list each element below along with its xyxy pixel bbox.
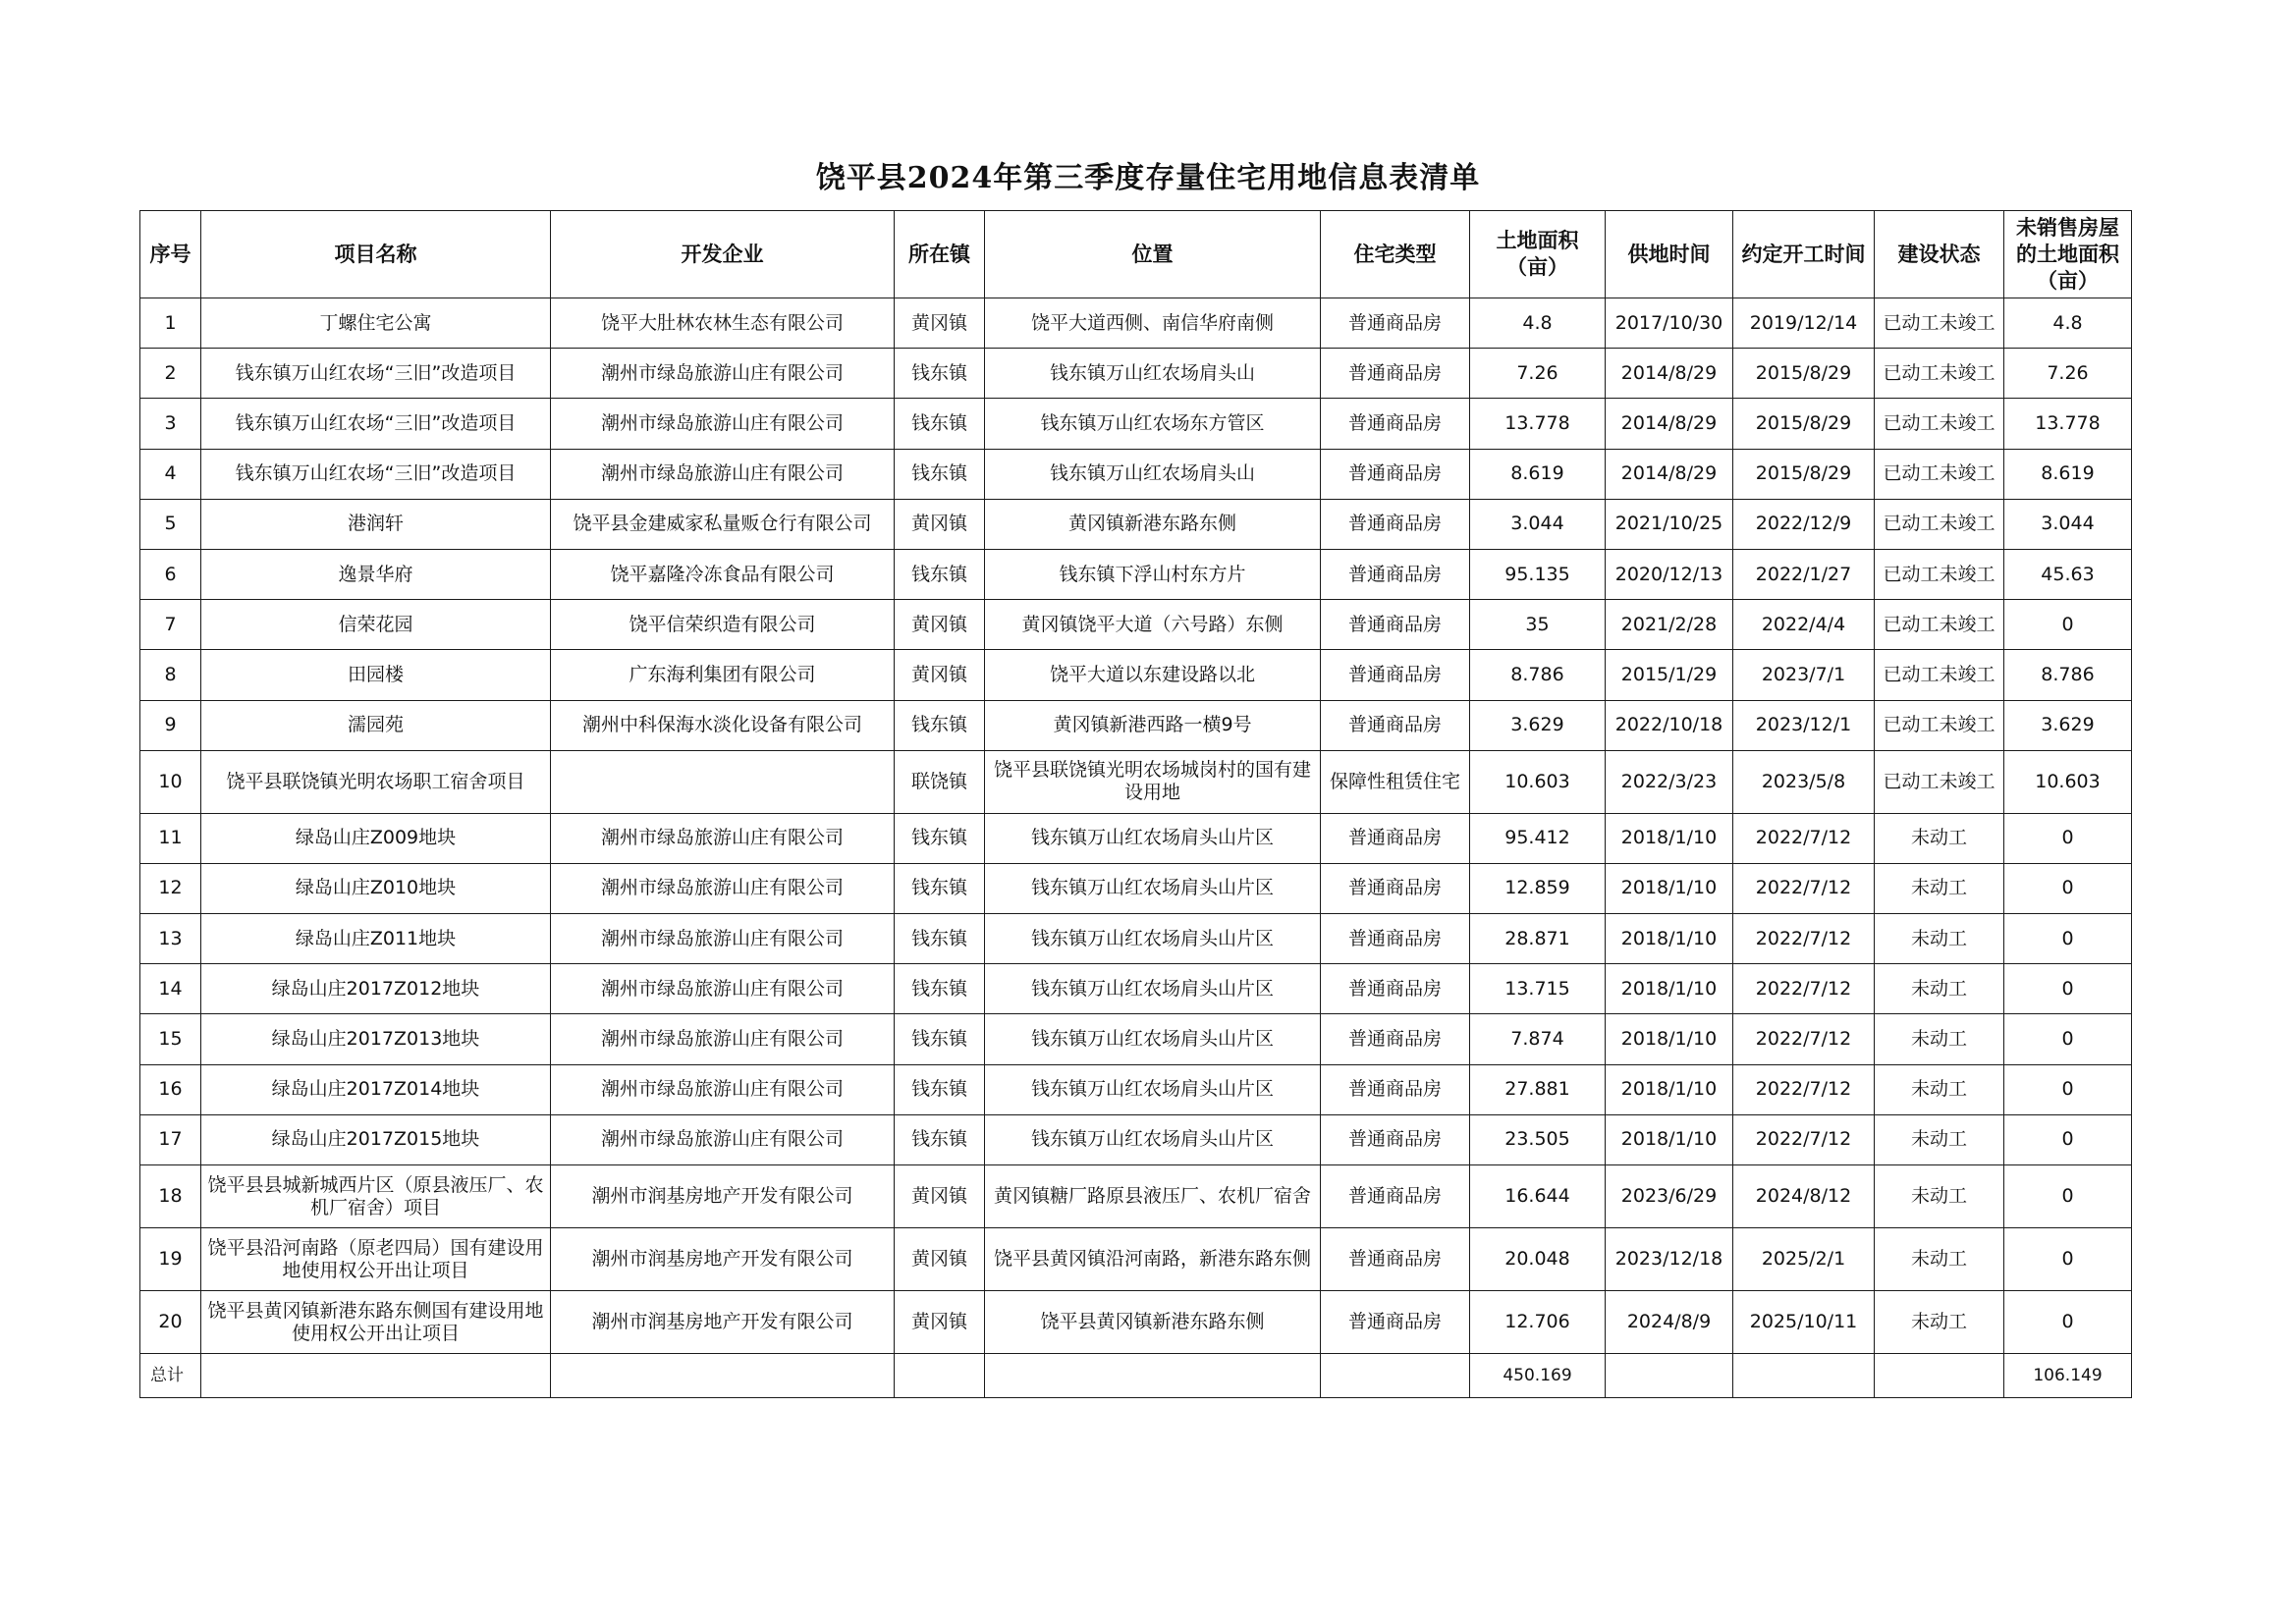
cell-developer: 潮州市润基房地产开发有限公司 [551,1291,895,1354]
cell-town: 钱东镇 [895,349,985,399]
cell-project: 逸景华府 [201,549,551,599]
cell-status: 未动工 [1875,813,2004,863]
cell-unsold-area: 3.629 [2004,700,2132,750]
cell-supply-date: 2014/8/29 [1606,349,1733,399]
cell-supply-date: 2018/1/10 [1606,914,1733,964]
cell-supply-date: 2020/12/13 [1606,549,1733,599]
cell-type: 普通商品房 [1321,700,1470,750]
cell-seq: 14 [140,964,201,1014]
cell-supply-date: 2014/8/29 [1606,449,1733,499]
cell-area: 8.619 [1470,449,1606,499]
total-empty-cell [201,1354,551,1398]
cell-location: 黄冈镇饶平大道（六号路）东侧 [985,600,1321,650]
table-row [140,399,2132,449]
table-row [140,1014,2132,1064]
cell-project: 钱东镇万山红农场“三旧”改造项目 [201,349,551,399]
cell-start-date: 2022/12/9 [1733,499,1875,549]
cell-start-date: 2015/8/29 [1733,399,1875,449]
table-row [140,750,2132,813]
total-empty-cell [985,1354,1321,1398]
cell-location: 钱东镇万山红农场肩头山片区 [985,1064,1321,1114]
cell-area: 20.048 [1470,1228,1606,1291]
cell-location: 钱东镇万山红农场肩头山 [985,349,1321,399]
cell-project: 丁螺住宅公寓 [201,298,551,349]
table-body [140,298,2132,1354]
cell-type: 普通商品房 [1321,1064,1470,1114]
cell-location: 钱东镇万山红农场肩头山 [985,449,1321,499]
cell-start-date: 2022/1/27 [1733,549,1875,599]
cell-project: 钱东镇万山红农场“三旧”改造项目 [201,449,551,499]
cell-town: 钱东镇 [895,964,985,1014]
cell-type: 普通商品房 [1321,813,1470,863]
cell-unsold-area: 0 [2004,1114,2132,1164]
cell-supply-date: 2018/1/10 [1606,964,1733,1014]
cell-type: 普通商品房 [1321,1165,1470,1228]
cell-type: 普通商品房 [1321,1014,1470,1064]
total-unsold-area: 106.149 [2004,1354,2132,1398]
cell-unsold-area: 0 [2004,1064,2132,1114]
cell-location: 钱东镇下浮山村东方片 [985,549,1321,599]
cell-unsold-area: 7.26 [2004,349,2132,399]
cell-type: 普通商品房 [1321,349,1470,399]
total-area: 450.169 [1470,1354,1606,1398]
cell-area: 3.629 [1470,700,1606,750]
table-row [140,298,2132,349]
cell-status: 已动工未竣工 [1875,600,2004,650]
cell-type: 普通商品房 [1321,499,1470,549]
cell-seq: 4 [140,449,201,499]
cell-seq: 9 [140,700,201,750]
cell-type: 普通商品房 [1321,1228,1470,1291]
cell-seq: 1 [140,298,201,349]
total-empty-cell [1606,1354,1733,1398]
total-empty-cell [1875,1354,2004,1398]
header-project: 项目名称 [201,211,551,298]
cell-area: 95.412 [1470,813,1606,863]
cell-status: 未动工 [1875,863,2004,913]
cell-type: 普通商品房 [1321,600,1470,650]
cell-town: 黄冈镇 [895,1165,985,1228]
cell-start-date: 2022/7/12 [1733,1064,1875,1114]
cell-unsold-area: 0 [2004,1014,2132,1064]
cell-status: 未动工 [1875,914,2004,964]
cell-supply-date: 2021/2/28 [1606,600,1733,650]
cell-unsold-area: 0 [2004,914,2132,964]
cell-developer: 潮州市绿岛旅游山庄有限公司 [551,863,895,913]
cell-unsold-area: 8.786 [2004,650,2132,700]
cell-type: 普通商品房 [1321,964,1470,1014]
cell-project: 绿岛山庄Z009地块 [201,813,551,863]
table-row [140,1165,2132,1228]
cell-project: 绿岛山庄2017Z014地块 [201,1064,551,1114]
cell-unsold-area: 10.603 [2004,750,2132,813]
cell-developer: 潮州市绿岛旅游山庄有限公司 [551,449,895,499]
header-type: 住宅类型 [1321,211,1470,298]
cell-area: 7.26 [1470,349,1606,399]
cell-start-date: 2024/8/12 [1733,1165,1875,1228]
cell-location: 钱东镇万山红农场东方管区 [985,399,1321,449]
cell-unsold-area: 45.63 [2004,549,2132,599]
cell-status: 已动工未竣工 [1875,499,2004,549]
page-title: 饶平县2024年第三季度存量住宅用地信息表清单 [815,161,1481,195]
cell-project: 钱东镇万山红农场“三旧”改造项目 [201,399,551,449]
cell-town: 钱东镇 [895,1064,985,1114]
cell-unsold-area: 13.778 [2004,399,2132,449]
cell-seq: 6 [140,549,201,599]
cell-area: 7.874 [1470,1014,1606,1064]
cell-developer: 饶平大肚林农林生态有限公司 [551,298,895,349]
cell-supply-date: 2022/3/23 [1606,750,1733,813]
cell-start-date: 2022/7/12 [1733,813,1875,863]
cell-status: 已动工未竣工 [1875,298,2004,349]
cell-seq: 7 [140,600,201,650]
cell-seq: 10 [140,750,201,813]
header-row [140,211,2132,298]
cell-seq: 18 [140,1165,201,1228]
cell-town: 钱东镇 [895,813,985,863]
cell-project: 绿岛山庄Z010地块 [201,863,551,913]
header-seq: 序号 [140,211,201,298]
cell-type: 普通商品房 [1321,1114,1470,1164]
cell-area: 16.644 [1470,1165,1606,1228]
cell-location: 饶平县黄冈镇沿河南路，新港东路东侧 [985,1228,1321,1291]
total-empty-cell [551,1354,895,1398]
cell-area: 95.135 [1470,549,1606,599]
cell-developer: 广东海利集团有限公司 [551,650,895,700]
header-status: 建设状态 [1875,211,2004,298]
cell-area: 27.881 [1470,1064,1606,1114]
cell-unsold-area: 0 [2004,964,2132,1014]
cell-unsold-area: 0 [2004,1291,2132,1354]
cell-type: 普通商品房 [1321,449,1470,499]
cell-seq: 13 [140,914,201,964]
header-supply-date: 供地时间 [1606,211,1733,298]
table-row [140,549,2132,599]
cell-type: 普通商品房 [1321,1291,1470,1354]
cell-developer [551,750,895,813]
cell-status: 未动工 [1875,1165,2004,1228]
cell-project: 港润轩 [201,499,551,549]
cell-developer: 潮州市润基房地产开发有限公司 [551,1165,895,1228]
cell-status: 未动工 [1875,964,2004,1014]
cell-type: 普通商品房 [1321,863,1470,913]
cell-area: 3.044 [1470,499,1606,549]
cell-town: 黄冈镇 [895,499,985,549]
cell-area: 13.778 [1470,399,1606,449]
cell-location: 饶平大道西侧、南信华府南侧 [985,298,1321,349]
cell-supply-date: 2023/12/18 [1606,1228,1733,1291]
cell-area: 28.871 [1470,914,1606,964]
cell-seq: 17 [140,1114,201,1164]
cell-status: 未动工 [1875,1114,2004,1164]
table-row [140,1114,2132,1164]
cell-project: 田园楼 [201,650,551,700]
cell-seq: 11 [140,813,201,863]
total-empty-cell [1321,1354,1470,1398]
cell-start-date: 2019/12/14 [1733,298,1875,349]
cell-status: 已动工未竣工 [1875,399,2004,449]
cell-status: 未动工 [1875,1291,2004,1354]
cell-town: 联饶镇 [895,750,985,813]
table-row [140,1228,2132,1291]
cell-start-date: 2022/7/12 [1733,1014,1875,1064]
table-row [140,813,2132,863]
cell-town: 钱东镇 [895,549,985,599]
cell-location: 钱东镇万山红农场肩头山片区 [985,1114,1321,1164]
cell-project: 饶平县沿河南路（原老四局）国有建设用地使用权公开出让项目 [201,1228,551,1291]
cell-developer: 饶平嘉隆冷冻食品有限公司 [551,549,895,599]
cell-seq: 16 [140,1064,201,1114]
total-label: 总计 [140,1354,201,1398]
cell-unsold-area: 0 [2004,863,2132,913]
cell-type: 普通商品房 [1321,298,1470,349]
cell-project: 饶平县县城新城西片区（原县液压厂、农机厂宿舍）项目 [201,1165,551,1228]
cell-seq: 15 [140,1014,201,1064]
cell-start-date: 2025/10/11 [1733,1291,1875,1354]
cell-location: 黄冈镇新港东路东侧 [985,499,1321,549]
header-start-date: 约定开工时间 [1733,211,1875,298]
table-row [140,650,2132,700]
cell-location: 黄冈镇糖厂路原县液压厂、农机厂宿舍 [985,1165,1321,1228]
cell-area: 8.786 [1470,650,1606,700]
cell-developer: 潮州市绿岛旅游山庄有限公司 [551,349,895,399]
cell-project: 信荣花园 [201,600,551,650]
cell-location: 钱东镇万山红农场肩头山片区 [985,914,1321,964]
header-town: 所在镇 [895,211,985,298]
cell-seq: 12 [140,863,201,913]
cell-unsold-area: 8.619 [2004,449,2132,499]
cell-location: 黄冈镇新港西路一横9号 [985,700,1321,750]
cell-location: 钱东镇万山红农场肩头山片区 [985,813,1321,863]
table-row [140,600,2132,650]
cell-location: 钱东镇万山红农场肩头山片区 [985,863,1321,913]
table-row [140,964,2132,1014]
cell-unsold-area: 4.8 [2004,298,2132,349]
table-row [140,1064,2132,1114]
cell-project: 绿岛山庄2017Z013地块 [201,1014,551,1064]
cell-start-date: 2023/5/8 [1733,750,1875,813]
cell-town: 钱东镇 [895,1114,985,1164]
cell-town: 钱东镇 [895,863,985,913]
header-unsold-area: 未销售房屋的土地面积（亩） [2004,211,2132,298]
header-area: 土地面积（亩） [1470,211,1606,298]
cell-supply-date: 2014/8/29 [1606,399,1733,449]
cell-start-date: 2022/7/12 [1733,1114,1875,1164]
cell-supply-date: 2018/1/10 [1606,1014,1733,1064]
cell-supply-date: 2023/6/29 [1606,1165,1733,1228]
cell-developer: 潮州市绿岛旅游山庄有限公司 [551,399,895,449]
cell-location: 钱东镇万山红农场肩头山片区 [985,1014,1321,1064]
cell-seq: 5 [140,499,201,549]
cell-unsold-area: 3.044 [2004,499,2132,549]
cell-area: 35 [1470,600,1606,650]
cell-project: 饶平县黄冈镇新港东路东侧国有建设用地使用权公开出让项目 [201,1291,551,1354]
cell-location: 饶平县黄冈镇新港东路东侧 [985,1291,1321,1354]
cell-town: 黄冈镇 [895,1291,985,1354]
total-empty-cell [895,1354,985,1398]
cell-town: 黄冈镇 [895,1228,985,1291]
cell-project: 饶平县联饶镇光明农场职工宿舍项目 [201,750,551,813]
header-developer: 开发企业 [551,211,895,298]
cell-seq: 3 [140,399,201,449]
cell-start-date: 2023/12/1 [1733,700,1875,750]
cell-supply-date: 2018/1/10 [1606,1114,1733,1164]
cell-area: 4.8 [1470,298,1606,349]
cell-unsold-area: 0 [2004,600,2132,650]
cell-type: 保障性租赁住宅 [1321,750,1470,813]
cell-developer: 潮州市绿岛旅游山庄有限公司 [551,1014,895,1064]
cell-area: 23.505 [1470,1114,1606,1164]
cell-status: 已动工未竣工 [1875,449,2004,499]
cell-supply-date: 2018/1/10 [1606,863,1733,913]
cell-developer: 潮州市绿岛旅游山庄有限公司 [551,813,895,863]
cell-developer: 潮州市绿岛旅游山庄有限公司 [551,1114,895,1164]
table-row [140,863,2132,913]
cell-project: 绿岛山庄2017Z015地块 [201,1114,551,1164]
cell-area: 13.715 [1470,964,1606,1014]
cell-seq: 19 [140,1228,201,1291]
cell-start-date: 2023/7/1 [1733,650,1875,700]
cell-location: 饶平大道以东建设路以北 [985,650,1321,700]
cell-supply-date: 2021/10/25 [1606,499,1733,549]
table-row [140,499,2132,549]
cell-project: 绿岛山庄2017Z012地块 [201,964,551,1014]
cell-unsold-area: 0 [2004,1165,2132,1228]
table-row [140,914,2132,964]
cell-status: 已动工未竣工 [1875,750,2004,813]
cell-start-date: 2022/7/12 [1733,863,1875,913]
cell-status: 未动工 [1875,1014,2004,1064]
cell-start-date: 2015/8/29 [1733,349,1875,399]
cell-town: 黄冈镇 [895,650,985,700]
cell-town: 钱东镇 [895,449,985,499]
cell-town: 钱东镇 [895,1014,985,1064]
cell-project: 濡园苑 [201,700,551,750]
cell-location: 饶平县联饶镇光明农场城岗村的国有建设用地 [985,750,1321,813]
cell-developer: 潮州市绿岛旅游山庄有限公司 [551,914,895,964]
cell-start-date: 2022/7/12 [1733,914,1875,964]
cell-town: 黄冈镇 [895,600,985,650]
cell-type: 普通商品房 [1321,399,1470,449]
table-row [140,449,2132,499]
cell-type: 普通商品房 [1321,549,1470,599]
cell-unsold-area: 0 [2004,1228,2132,1291]
cell-developer: 饶平县金建威家私量贩仓行有限公司 [551,499,895,549]
land-info-table [139,210,2132,1398]
cell-type: 普通商品房 [1321,650,1470,700]
cell-area: 12.706 [1470,1291,1606,1354]
cell-seq: 20 [140,1291,201,1354]
cell-town: 钱东镇 [895,399,985,449]
table-row [140,349,2132,399]
cell-location: 钱东镇万山红农场肩头山片区 [985,964,1321,1014]
cell-status: 未动工 [1875,1064,2004,1114]
cell-status: 未动工 [1875,1228,2004,1291]
cell-town: 钱东镇 [895,914,985,964]
cell-supply-date: 2024/8/9 [1606,1291,1733,1354]
cell-unsold-area: 0 [2004,813,2132,863]
cell-developer: 潮州市绿岛旅游山庄有限公司 [551,964,895,1014]
cell-developer: 潮州市绿岛旅游山庄有限公司 [551,1064,895,1114]
cell-type: 普通商品房 [1321,914,1470,964]
cell-town: 黄冈镇 [895,298,985,349]
cell-developer: 潮州市润基房地产开发有限公司 [551,1228,895,1291]
cell-start-date: 2022/4/4 [1733,600,1875,650]
cell-start-date: 2022/7/12 [1733,964,1875,1014]
cell-supply-date: 2015/1/29 [1606,650,1733,700]
cell-developer: 饶平信荣织造有限公司 [551,600,895,650]
cell-status: 已动工未竣工 [1875,700,2004,750]
cell-seq: 2 [140,349,201,399]
cell-project: 绿岛山庄Z011地块 [201,914,551,964]
cell-start-date: 2015/8/29 [1733,449,1875,499]
cell-developer: 潮州中科保海水淡化设备有限公司 [551,700,895,750]
cell-area: 10.603 [1470,750,1606,813]
cell-status: 已动工未竣工 [1875,650,2004,700]
cell-start-date: 2025/2/1 [1733,1228,1875,1291]
cell-supply-date: 2018/1/10 [1606,1064,1733,1114]
cell-status: 已动工未竣工 [1875,549,2004,599]
table-row [140,1291,2132,1354]
header-location: 位置 [985,211,1321,298]
total-row [140,1354,2132,1398]
total-empty-cell [1733,1354,1875,1398]
cell-status: 已动工未竣工 [1875,349,2004,399]
cell-supply-date: 2018/1/10 [1606,813,1733,863]
cell-supply-date: 2017/10/30 [1606,298,1733,349]
cell-area: 12.859 [1470,863,1606,913]
cell-supply-date: 2022/10/18 [1606,700,1733,750]
cell-seq: 8 [140,650,201,700]
cell-town: 钱东镇 [895,700,985,750]
table-row [140,700,2132,750]
